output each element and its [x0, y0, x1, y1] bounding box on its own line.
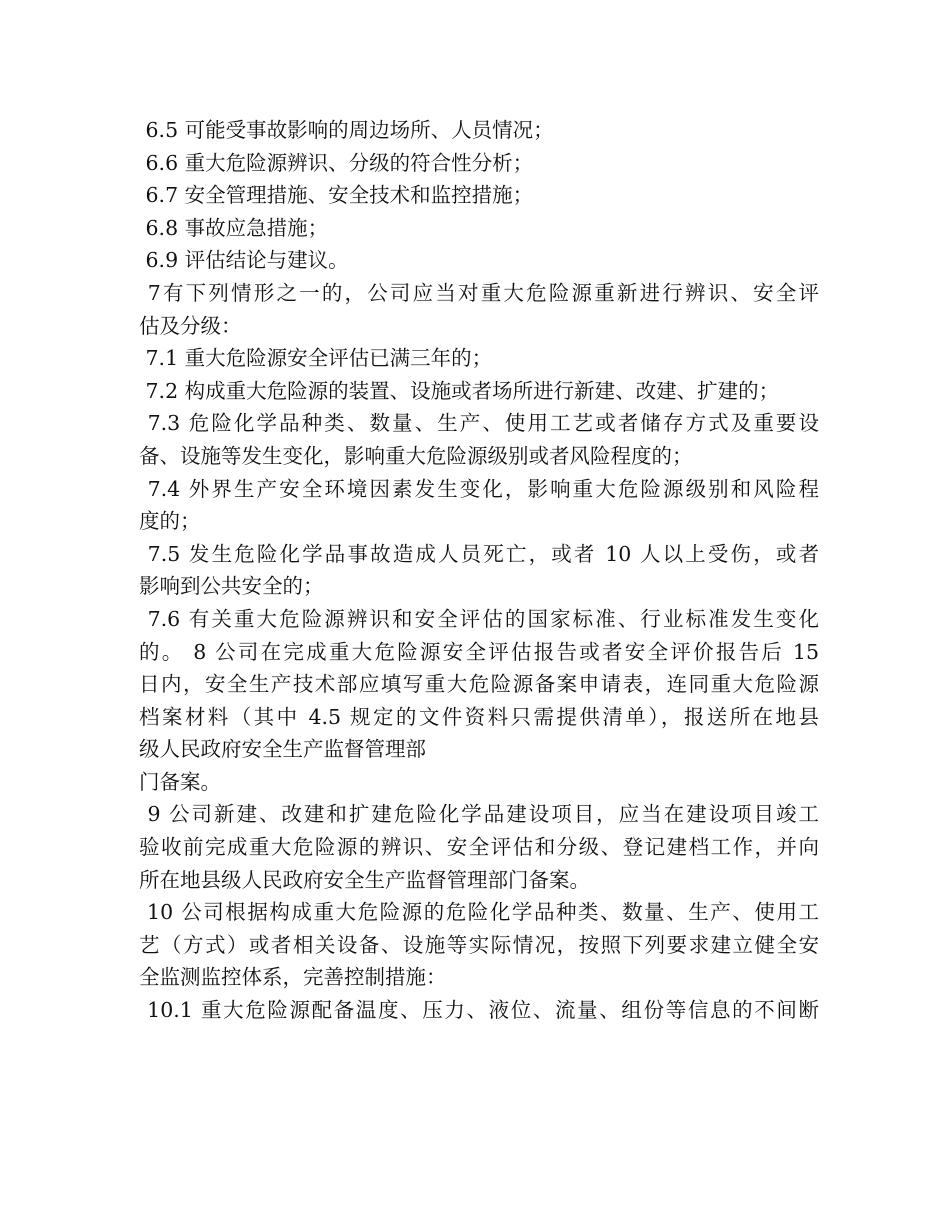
text-line-6-5: 6.5 可能受事故影响的周边场所、人员情况； [139, 118, 554, 142]
text-line-10: 10 公司根据构成重大危险源的危险化学品种类、数量、生产、使用工 [139, 900, 819, 925]
text-line-9: 9 公司新建、改建和扩建危险化学品建设项目，应当在建设项目竣工 [139, 802, 819, 827]
text-line-7-3: 7.3 危险化学品种类、数量、生产、使用工艺或者储存方式及重要设 [139, 411, 819, 436]
text-line-9-cont-1: 验收前完成重大危险源的辨识、安全评估和分级、登记建档工作，并向 [139, 835, 819, 860]
text-line-7-4: 7.4 外界生产安全环境因素发生变化，影响重大危险源级别和风险程 [139, 476, 819, 501]
text-line-7-2: 7.2 构成重大危险源的装置、设施或者场所进行新建、改建、扩建的； [139, 378, 780, 403]
text-line-8-cont-4: 门备案。 [139, 769, 221, 794]
text-line-9-cont-2: 所在地县级人民政府安全生产监督管理部门备案。 [139, 867, 590, 892]
text-line-7-5: 7.5 发生危险化学品事故造成人员死亡，或者 10 人以上受伤，或者 [139, 541, 819, 566]
text-line-7: 7有下列情形之一的，公司应当对重大危险源重新进行辨识、安全评 [139, 280, 819, 305]
text-line-10-cont-1: 艺（方式）或者相关设备、设施等实际情况，按照下列要求建立健全安 [139, 932, 819, 957]
text-line-6-8: 6.8 事故应急措施； [139, 215, 329, 240]
text-line-7-3-cont: 备、设施等发生变化，影响重大危险源级别或者风险程度的； [139, 443, 693, 468]
text-line-8-cont-2: 档案材料（其中 4.5 规定的文件资料只需提供清单），报送所在地县 [139, 704, 819, 729]
text-line-7-4-cont: 度的； [139, 509, 201, 534]
text-line-7-cont: 估及分级： [139, 313, 242, 338]
text-line-8: 的。 8 公司在完成重大危险源安全评估报告或者安全评价报告后 15 [139, 639, 819, 664]
text-line-6-9: 6.9 评估结论与建议。 [139, 248, 349, 273]
text-line-6-7: 6.7 安全管理措施、安全技术和监控措施； [139, 183, 534, 208]
text-line-7-6: 7.6 有关重大危险源辨识和安全评估的国家标准、行业标准发生变化 [139, 606, 819, 631]
text-line-8-cont-1: 日内，安全生产技术部应填写重大危险源备案申请表，连同重大危险源 [139, 672, 819, 697]
text-line-6-6: 6.6 重大危险源辨识、分级的符合性分析； [139, 150, 534, 175]
text-line-10-1: 10.1 重大危险源配备温度、压力、液位、流量、组份等信息的不间断 [139, 998, 819, 1023]
text-line-8-cont-3: 级人民政府安全生产监督管理部 [139, 737, 426, 762]
text-line-7-5-cont: 影响到公共安全的； [139, 574, 324, 599]
text-line-7-1: 7.1 重大危险源安全评估已满三年的； [139, 346, 493, 371]
text-line-10-cont-2: 全监测监控体系，完善控制措施： [139, 965, 447, 990]
document-body [139, 114, 819, 1027]
